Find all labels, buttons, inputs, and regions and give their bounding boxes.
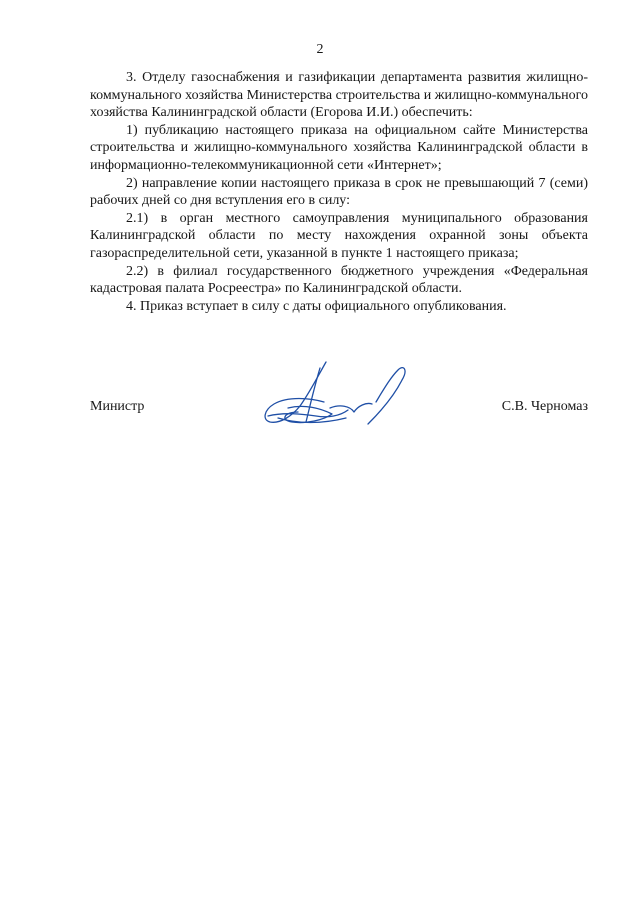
paragraph-item-4: 4. Приказ вступает в силу с даты официального опубликования.	[126, 298, 507, 314]
paragraph-item-3-2-1: 2.1) в орган местного самоуправления муниципального образования Калининградской области по месту нахождения охранной зоны объекта газораспределительной сети, указанной в пункте 1 настоящего приказа;	[90, 210, 588, 261]
signer-name: С.В. Черномаз	[501, 399, 588, 414]
paragraph-item-3-2: 2) направление копии настоящего приказа в срок не превышающий 7 (семи) рабочих дней со дня вступления его в силу:	[90, 175, 588, 209]
signature-block	[90, 352, 588, 442]
handwritten-signature	[258, 358, 410, 436]
paragraph-item-3-2-2: 2.2) в филиал государственного бюджетного учреждения «Федеральная кадастровая палата Росреестра» по Калининградской области.	[90, 263, 588, 297]
paragraph-item-3-1: 1) публикацию настоящего приказа на официальном сайте Министерства строительства и жилищно-коммунального хозяйства Калининградской области в информационно-телекоммуникационной сети «Интернет»;	[90, 122, 588, 173]
page-number: 2	[316, 42, 324, 57]
document-body	[90, 69, 588, 315]
signer-position: Министр	[90, 399, 145, 414]
paragraph-item-3: 3. Отделу газоснабжения и газификации департамента развития жилищно-коммунального хозяйства Министерства строительства и жилищно-коммунального хозяйства Калининградской области (Егорова И.И.) обеспечить:	[90, 70, 588, 121]
